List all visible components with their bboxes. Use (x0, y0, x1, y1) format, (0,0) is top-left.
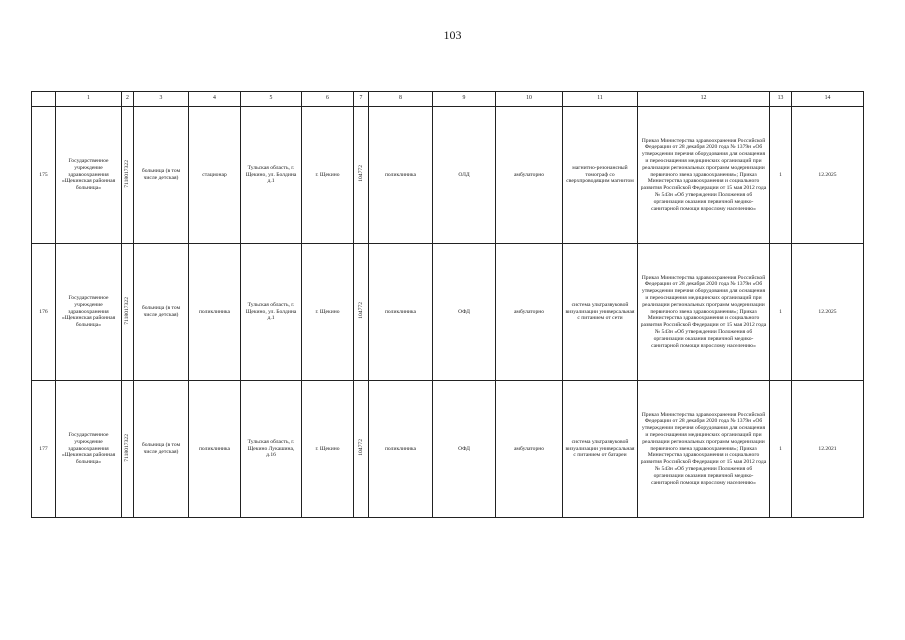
row-number: 176 (32, 244, 56, 381)
page-number: 103 (443, 28, 462, 42)
header-cell: 2 (122, 92, 134, 107)
address: Тульская область, г. Щекино Лукашина, д.16 (241, 381, 302, 518)
delivery-date: 12.2021 (792, 381, 864, 518)
city: г. Щекино (302, 381, 354, 518)
department: поликлиника (369, 244, 433, 381)
delivery-date: 12.2025 (792, 107, 864, 244)
subdivision: ОЛД (433, 107, 496, 244)
equipment-name: система ультразвуковой визуализации универсальная с питанием от сети (563, 244, 638, 381)
organization-name: Государственное учреждение здравоохранения «Щекинская районная больница» (56, 244, 122, 381)
inn-value: 7118017322 (124, 159, 131, 188)
header-cell: 1 (56, 92, 122, 107)
header-row (32, 92, 864, 107)
header-cell: 7 (354, 92, 369, 107)
header-cell: 6 (302, 92, 354, 107)
code-value: 104772 (357, 439, 364, 456)
table-row (32, 381, 864, 518)
row-number: 175 (32, 107, 56, 244)
code-cell (354, 107, 369, 244)
registry-table (31, 91, 864, 518)
header-cell: 3 (134, 92, 189, 107)
header-cell: 14 (792, 92, 864, 107)
code-cell (354, 244, 369, 381)
inn-cell (122, 381, 134, 518)
department: поликлиника (369, 107, 433, 244)
code-value: 104772 (357, 302, 364, 319)
code-value: 104772 (357, 165, 364, 182)
subdivision: ОФД (433, 244, 496, 381)
city: г. Щекино (302, 244, 354, 381)
table-row (32, 244, 864, 381)
address: Тульская область, г. Щекино, ул. Болдина д.1 (241, 244, 302, 381)
care-conditions: амбулаторно (496, 381, 563, 518)
row-number: 177 (32, 381, 56, 518)
address: Тульская область, г. Щекино, ул. Болдина д.1 (241, 107, 302, 244)
delivery-date: 12.2025 (792, 244, 864, 381)
quantity: 1 (770, 107, 792, 244)
care-conditions: амбулаторно (496, 244, 563, 381)
care-conditions: амбулаторно (496, 107, 563, 244)
city: г. Щекино (302, 107, 354, 244)
inn-value: 7118017322 (124, 433, 131, 462)
code-cell (354, 381, 369, 518)
quantity: 1 (770, 244, 792, 381)
header-cell: 13 (770, 92, 792, 107)
legal-basis: Приказ Министерства здравоохранения Российской Федерации от 28 декабря 2020 года № 1379н «Об утверждении перечня оборудования для оснащения и переоснащения медицинских организаций при реализации региональных программ модернизации первичного звена здравоохранения»; Приказ Министерства здравоохранения и социального развития Российской Федерации от 15 мая 2012 года № 543н «Об утверждении Положения об организации оказания первичной медико-санитарной помощи взрослому населению» (638, 107, 770, 244)
legal-basis: Приказ Министерства здравоохранения Российской Федерации от 28 декабря 2020 года № 1379н «Об утверждении перечня оборудования для оснащения и переоснащения медицинских организаций при реализации региональных программ модернизации первичного звена здравоохранения»; Приказ Министерства здравоохранения и социального развития Российской Федерации от 15 мая 2012 года № 543н «Об утверждении Положения об организации оказания первичной медико-санитарной помощи взрослому населению» (638, 244, 770, 381)
legal-basis: Приказ Министерства здравоохранения Российской Федерации от 28 декабря 2020 года № 1379н «Об утверждении перечня оборудования для оснащения и переоснащения медицинских организаций при реализации региональных программ модернизации первичного звена здравоохранения»; Приказ Министерства здравоохранения и социального развития Российской Федерации от 15 мая 2012 года № 543н «Об утверждении Положения об организации оказания первичной медико-санитарной помощи взрослому населению» (638, 381, 770, 518)
inn-value: 7118017322 (124, 296, 131, 325)
subdivision: ОФД (433, 381, 496, 518)
table-row (32, 107, 864, 244)
organization-type: больница (в том числе детская) (134, 244, 189, 381)
header-cell: 10 (496, 92, 563, 107)
organization-type: больница (в том числе детская) (134, 381, 189, 518)
header-cell: 8 (369, 92, 433, 107)
equipment-name: система ультразвуковой визуализации универсальная с питанием от батареи (563, 381, 638, 518)
inn-cell (122, 244, 134, 381)
header-cell: 4 (189, 92, 241, 107)
unit-type: стационар (189, 107, 241, 244)
organization-name: Государственное учреждение здравоохранения «Щекинская районная больница» (56, 381, 122, 518)
unit-type: поликлиника (189, 244, 241, 381)
department: поликлиника (369, 381, 433, 518)
quantity: 1 (770, 381, 792, 518)
organization-name: Государственное учреждение здравоохранения «Щекинская районная больница» (56, 107, 122, 244)
inn-cell (122, 107, 134, 244)
header-cell: 5 (241, 92, 302, 107)
header-cell: 12 (638, 92, 770, 107)
organization-type: больница (в том числе детская) (134, 107, 189, 244)
header-cell: 11 (563, 92, 638, 107)
header-cell: 9 (433, 92, 496, 107)
header-cell-blank (32, 92, 56, 107)
equipment-name: магнитно-резонансный томограф со сверхпроводящим магнитом (563, 107, 638, 244)
unit-type: поликлиника (189, 381, 241, 518)
